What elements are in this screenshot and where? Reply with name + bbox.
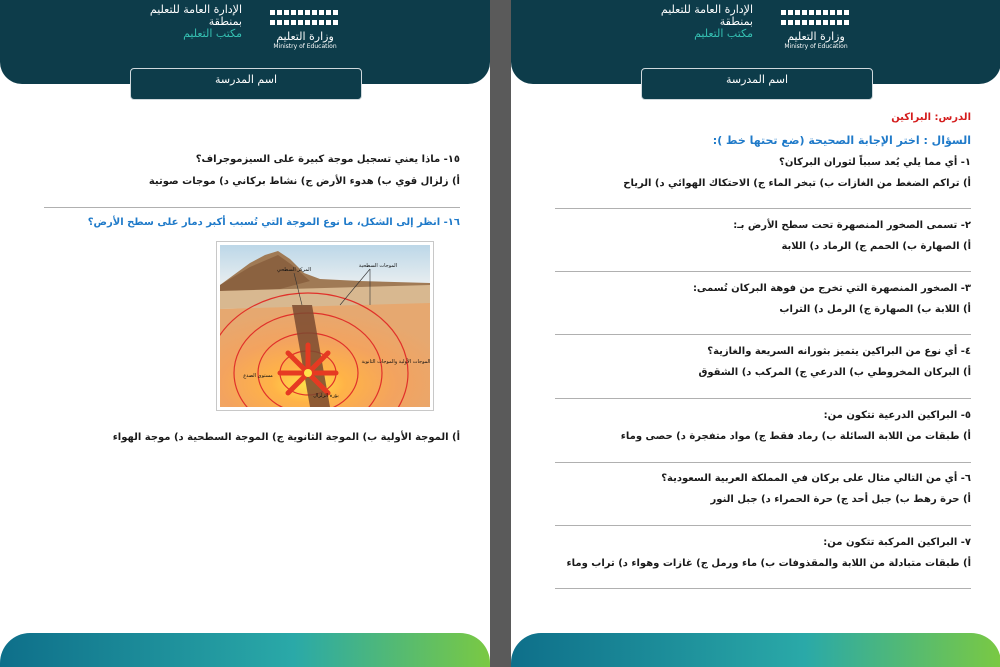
question-6-options[interactable]: أ) حرة رهط ب) جبل أحد ج) حرة الحمراء د) جبل النور (710, 494, 971, 505)
header-line-1: الإدارة العامة للتعليم (660, 3, 753, 16)
divider (555, 398, 971, 399)
school-name-field[interactable]: اسم المدرسة (130, 68, 362, 100)
ministry-name: وزارة التعليم (276, 30, 334, 43)
header-line-1: الإدارة العامة للتعليم (149, 3, 242, 16)
question-6: ٦- أي من التالي مثال على بركان في المملكة العربية السعودية؟ (661, 473, 971, 484)
question-1-options[interactable]: أ) تراكم الضغط من الغازات ب) تبخر الماء ج) الاحتكاك الهوائي د) الرياح (623, 178, 971, 189)
worksheet-page-left (0, 0, 490, 667)
question-4-options[interactable]: أ) البركان المخروطي ب) الدرعي ج) المركب د) الشقوق (698, 367, 971, 378)
header-text (150, 4, 242, 40)
question-3: ٣- الصخور المنصهرة التي تخرج من فوهة البركان تُسمى: (692, 283, 971, 294)
label-primary-secondary-waves: الموجات الأولية والموجات الثانوية (361, 359, 430, 365)
divider (555, 588, 971, 589)
question-2-options[interactable]: أ) الصهارة ب) الحمم ج) الرماد د) اللابة (781, 241, 971, 252)
header-line-3: مكتب التعليم (183, 27, 242, 40)
divider (44, 207, 460, 208)
divider (555, 208, 971, 209)
logo-dots-icon (270, 10, 340, 28)
footer-band (0, 633, 490, 667)
divider (555, 271, 971, 272)
question-5-options[interactable]: أ) طبقات من اللابة السائلة ب) رماد فقط ج) مواد متفجرة د) حصى وماء (620, 431, 971, 442)
divider (555, 334, 971, 335)
lesson-title: الدرس: البراكين (891, 112, 971, 123)
header-line-2: بمنطقة (719, 15, 753, 28)
page-gutter (490, 0, 511, 667)
ministry-name-en: Ministry of Education (784, 43, 848, 50)
question-3-options[interactable]: أ) اللابة ب) الصهارة ج) الرمل د) التراب (779, 304, 971, 315)
ministry-logo (781, 10, 851, 58)
question-7: ٧- البراكين المركبة تتكون من: (823, 537, 971, 548)
question-16: ١٦- انظر إلى الشكل، ما نوع الموجة التي تُسبب أكبر دمار على سطح الأرض؟ (87, 217, 460, 228)
earthquake-figure (216, 241, 434, 411)
header-text (661, 4, 753, 40)
question-7-options[interactable]: أ) طبقات متبادلة من اللابة والمقذوفات ب) ماء ورمل ج) غازات وهواء د) تراب وماء (566, 558, 971, 569)
divider (555, 525, 971, 526)
question-15-options[interactable]: أ) زلزال قوي ب) هدوء الأرض ج) نشاط بركاني د) موجات صوتية (148, 176, 460, 187)
header-line-2: بمنطقة (208, 15, 242, 28)
instruction: السؤال : اختر الإجابة الصحيحة (ضع تحتها خط ): (712, 134, 971, 147)
label-epicenter: المركز السطحي (276, 267, 312, 273)
header-line-3: مكتب التعليم (694, 27, 753, 40)
footer-band (511, 633, 1000, 667)
ministry-name-en: Ministry of Education (273, 43, 337, 50)
question-5: ٥- البراكين الدرعية تتكون من: (823, 410, 971, 421)
logo-dots-icon (781, 10, 851, 28)
ministry-name: وزارة التعليم (787, 30, 845, 43)
question-16-options[interactable]: أ) الموجة الأولية ب) الموجة الثانوية ج) الموجة السطحية د) موجة الهواء (112, 432, 460, 443)
label-focus: بؤرة الزلزال (313, 393, 339, 399)
label-fault: مستوى الصدع (243, 373, 273, 379)
ministry-logo (270, 10, 340, 58)
label-surface-waves: الموجات السطحية (358, 263, 398, 269)
question-2: ٢- تسمى الصخور المنصهرة تحت سطح الأرض بـ: (733, 220, 971, 231)
question-4: ٤- أي نوع من البراكين يتميز بثورانه السريعة والغازية؟ (707, 346, 971, 357)
divider (555, 462, 971, 463)
worksheet-page-right (511, 0, 1000, 667)
question-1: ١- أي مما يلي يُعد سبباً لثوران البركان؟ (779, 157, 971, 168)
question-15: ١٥- ماذا يعني تسجيل موجة كبيرة على السيزموجراف؟ (195, 154, 460, 165)
school-name-field[interactable]: اسم المدرسة (641, 68, 873, 100)
